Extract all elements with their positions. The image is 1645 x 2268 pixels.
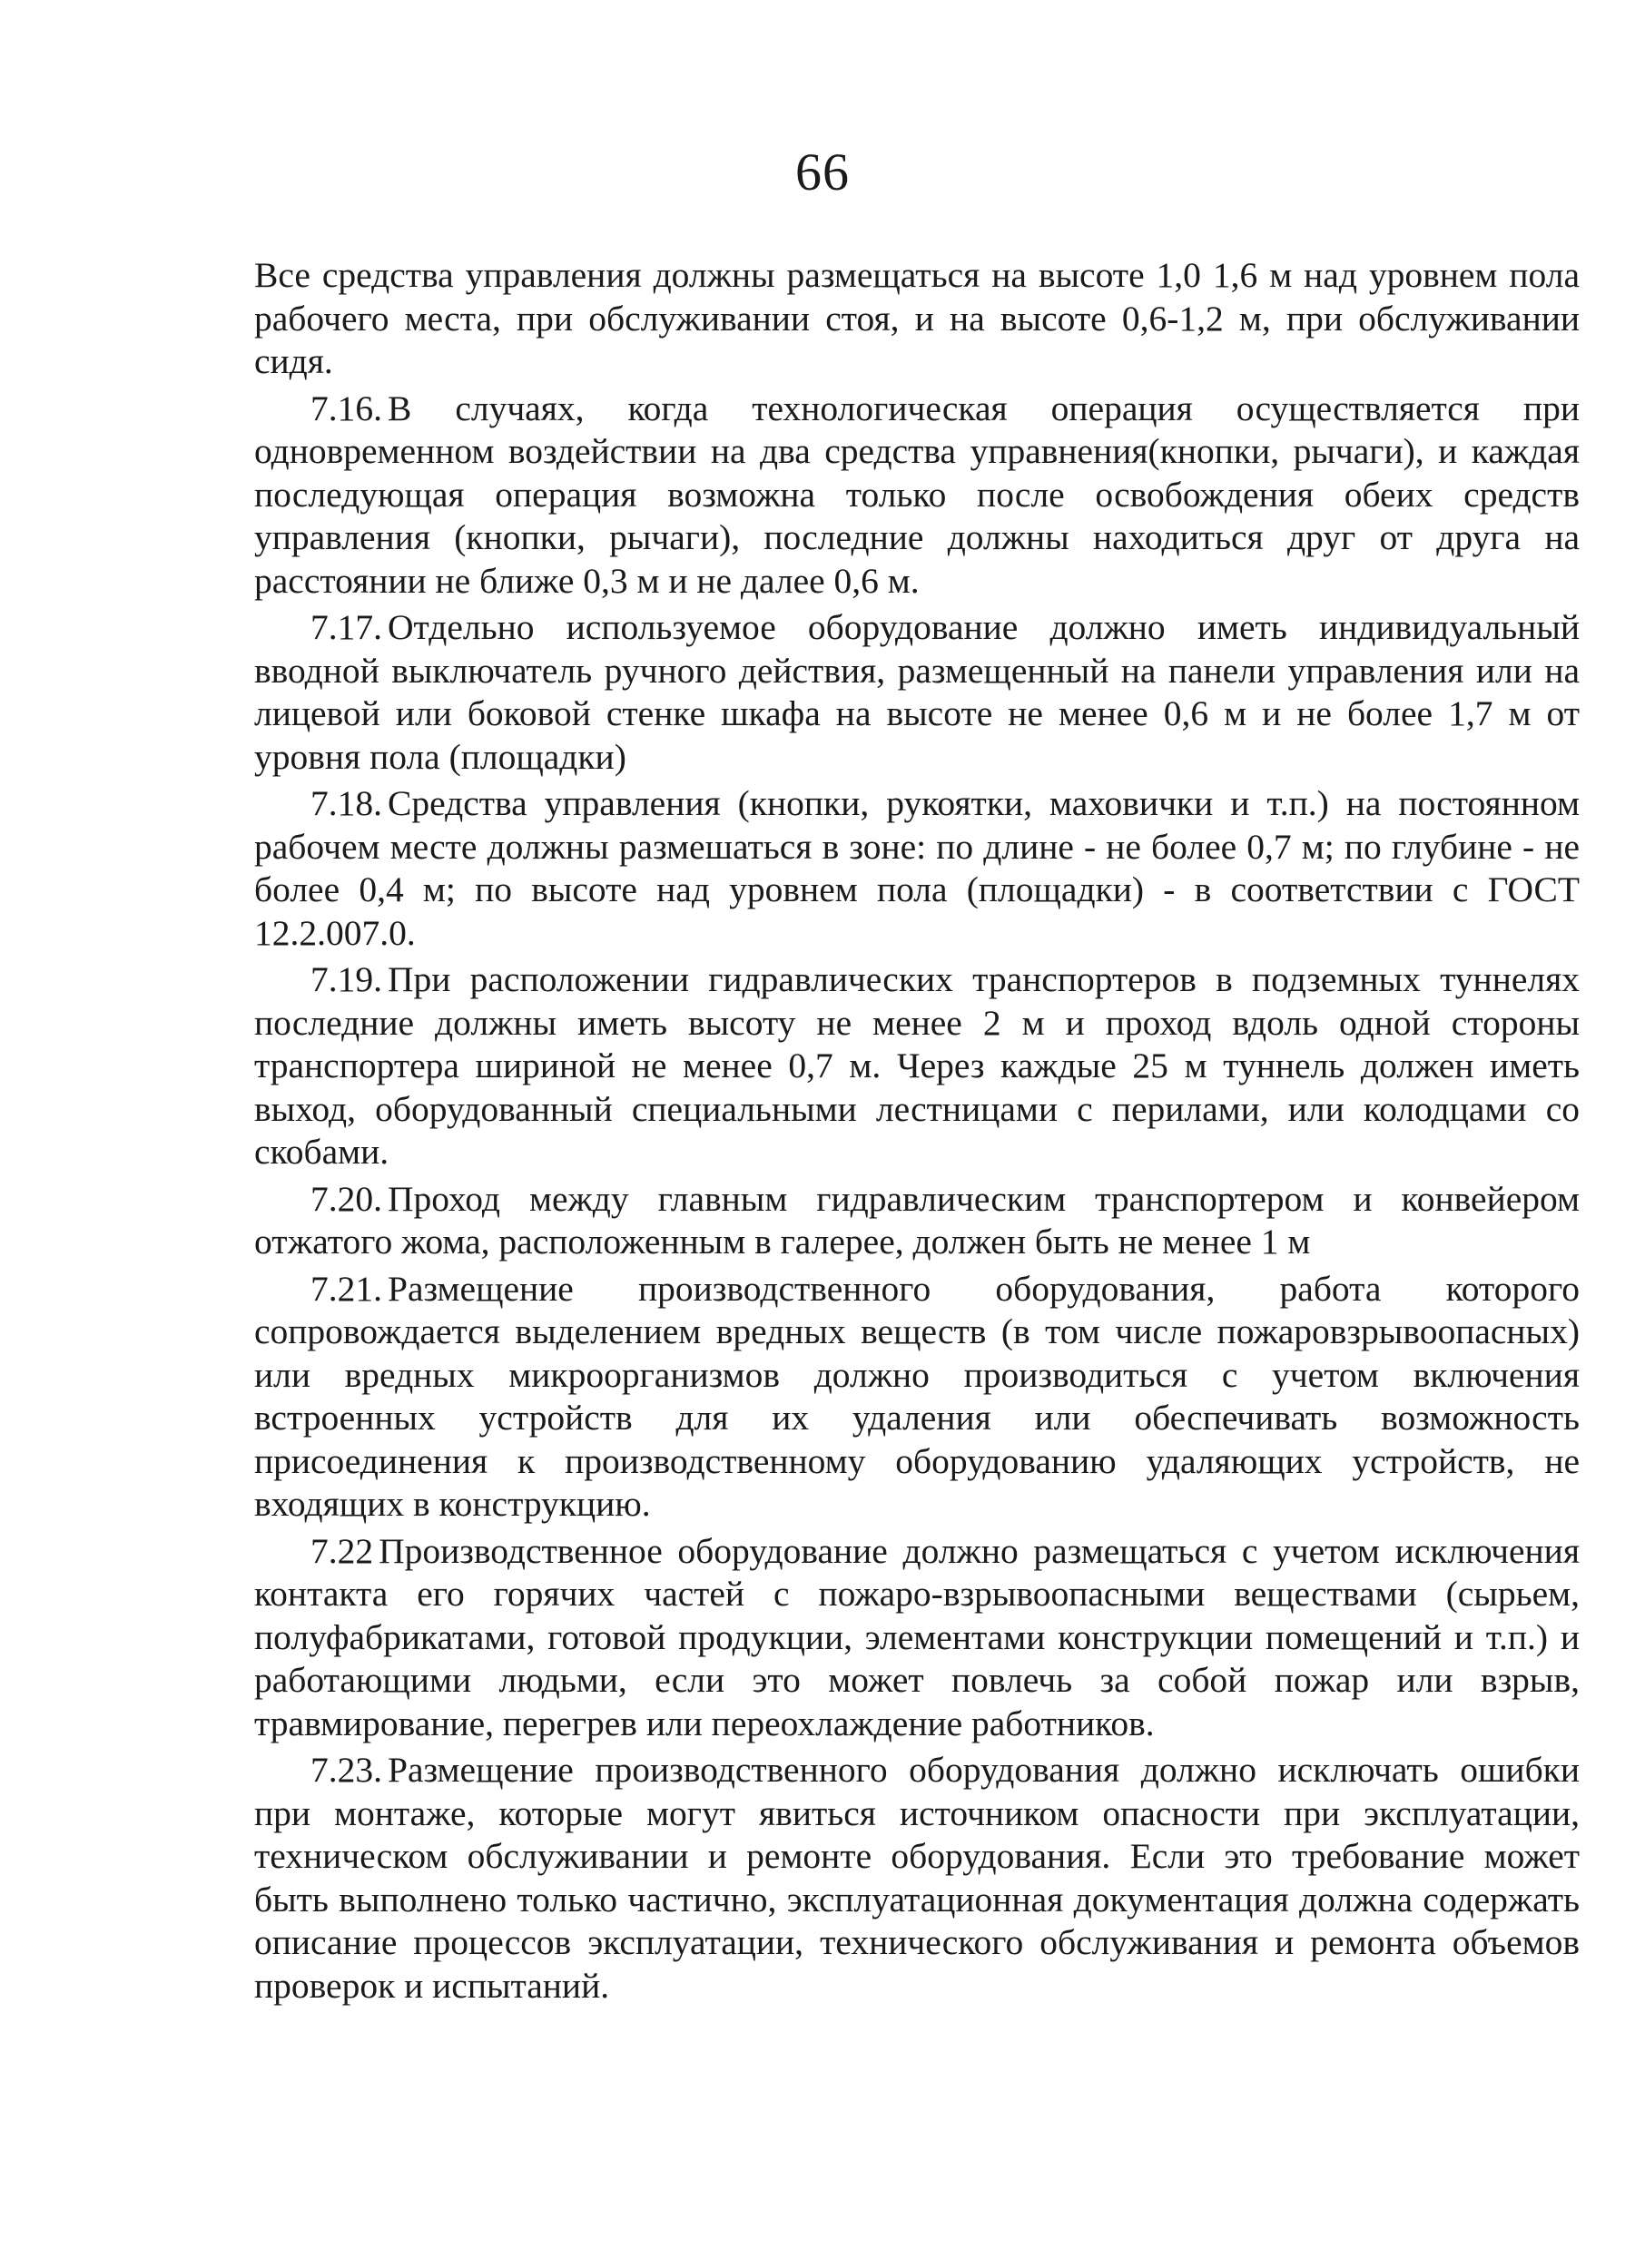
paragraph-text: Средства управления (кнопки, рукоятки, маховички и т.п.) на постоянном рабочем месте должны размешаться в зоне: по длине - не более 0,7 м; по глубине - не более 0,4 м; по высоте над уровнем пола (площадки) - в соответствии с ГОСТ 12.2.007.0.	[254, 783, 1580, 953]
paragraph-7-18	[254, 782, 1580, 955]
paragraph-intro	[254, 254, 1580, 384]
paragraph-number: 7.21.	[310, 1268, 382, 1309]
paragraph-7-21	[254, 1268, 1580, 1527]
paragraph-number: 7.17.	[310, 607, 382, 647]
paragraph-text: В случаях, когда технологическая операция осуществляется при одновременном воздействии на два средства управнения(кнопки, рычаги), и каждая последующая операция возможна только после освобождения обеих средств управления (кнопки, рычаги), последние должны находиться друг от друга на расстоянии не ближе 0,3 м и не далее 0,6 м.	[254, 388, 1580, 601]
paragraph-text: Отдельно используемое оборудование должно иметь индивидуальный вводной выключатель ручного действия, размещенный на панели управления или на лицевой или боковой стенке шкафа на высоте не менее 0,6 м и не более 1,7 м от уровня пола (площадки)	[254, 607, 1580, 777]
paragraph-number: 7.20.	[310, 1178, 382, 1219]
paragraph-text: При расположении гидравлических транспортеров в подземных туннелях последние должны иметь высоту не менее 2 м и проход вдоль одной стороны транспортера шириной не менее 0,7 м. Через каждые 25 м туннель должен иметь выход, оборудованный специальными лестницами с перилами, или колодцами со скобами.	[254, 959, 1580, 1172]
paragraph-number: 7.16.	[310, 388, 382, 428]
paragraph-7-20	[254, 1178, 1580, 1264]
paragraph-7-19	[254, 958, 1580, 1174]
paragraph-number: 7.18.	[310, 783, 382, 823]
paragraph-text: Производственное оборудование должно размещаться с учетом исключения контакта его горячих частей с пожаро-взрывоопасными веществами (сырьем, полуфабрикатами, готовой продукции, элементами конструкции помещений и т.п.) и работающими людьми, если это может повлечь за собой пожар или взрыв, травмирование, перегрев или переохлаждение работников.	[254, 1530, 1580, 1743]
paragraph-text: Все средства управления должны размещаться на высоте 1,0 1,6 м над уровнем пола рабочего места, при обслуживании стоя, и на высоте 0,6-1,2 м, при обслуживании сидя.	[254, 255, 1580, 381]
paragraph-number: 7.23.	[310, 1750, 382, 1790]
paragraph-text: Размещение производственного оборудования должно исключать ошибки при монтаже, которые могут явиться источником опасности при эксплуатации, техническом обслуживании и ремонте оборудования. Если это требование может быть выполнено только частично, эксплуатационная документация должна содержать описание процессов эксплуатации, технического обслуживания и ремонта объемов проверок и испытаний.	[254, 1750, 1580, 2006]
paragraph-number: 7.22	[310, 1530, 374, 1571]
paragraph-7-22	[254, 1530, 1580, 1746]
paragraph-7-23	[254, 1749, 1580, 2008]
page-number: 66	[795, 142, 850, 201]
paragraph-number: 7.19.	[310, 959, 382, 999]
paragraph-text: Размещение производственного оборудования, работа которого сопровождается выделением вредных веществ (в том числе пожаровзрывоопасных) или вредных микроорганизмов должно производиться с учетом включения встроенных устройств для их удаления или обеспечивать возможность присоединения к производственному оборудованию удаляющих устройств, не входящих в конструкцию.	[254, 1268, 1580, 1524]
paragraph-7-17	[254, 606, 1580, 779]
paragraph-text: Проход между главным гидравлическим транспортером и конвейером отжатого жома, расположенным в галерее, должен быть не менее 1 м	[254, 1178, 1580, 1262]
document-body	[254, 254, 1580, 2011]
paragraph-7-16	[254, 388, 1580, 604]
